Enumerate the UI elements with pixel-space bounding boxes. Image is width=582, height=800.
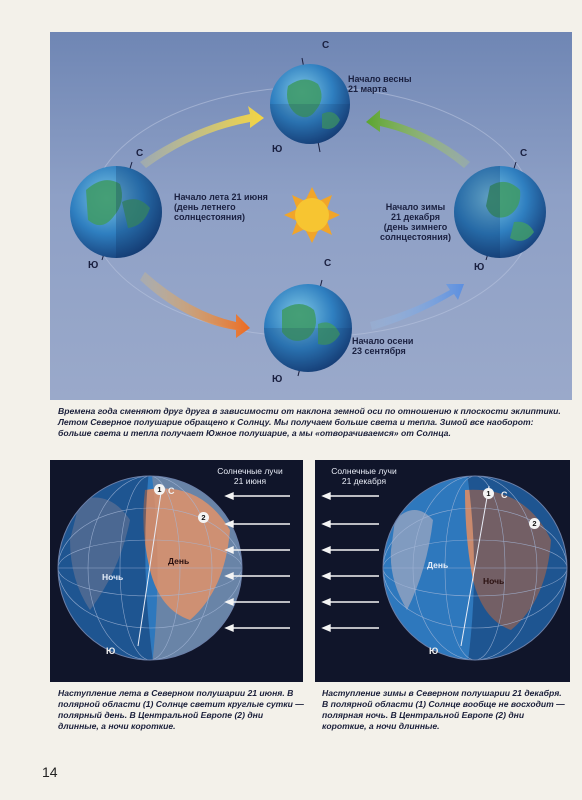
north-pole-label: С xyxy=(322,40,330,51)
rays-label-june: Солнечные лучи 21 июня xyxy=(217,466,283,486)
north-pole-label: С xyxy=(324,258,332,269)
winter-solstice-diagram xyxy=(315,460,570,682)
globe-autumn xyxy=(264,280,352,376)
night-label: Ночь xyxy=(102,572,124,582)
north-pole-label: С xyxy=(501,490,508,500)
north-pole-label: С xyxy=(168,486,175,496)
day-label: День xyxy=(168,556,190,566)
globe-summer xyxy=(70,162,162,260)
winter-solstice-illustration xyxy=(315,460,570,682)
south-pole-label: Ю xyxy=(474,262,485,273)
orbit-arrow-winter-spring xyxy=(366,110,470,168)
globe-spring xyxy=(270,58,350,152)
north-pole-label: С xyxy=(136,148,144,159)
spring-label: Начало весны 21 марта xyxy=(348,74,412,94)
globe-winter xyxy=(454,162,546,260)
south-pole-label: Ю xyxy=(106,646,116,656)
night-label: Ночь xyxy=(483,576,505,586)
top-caption: Времена года сменяют друг друга в зависимости от наклона земной оси по отношению к плоскости эклиптики. Летом Северное полушарие обращено к Солнцу. Мы получаем больше света и тепла. Зимой все наоборот: больше света и тепла получает Южное полушарие, а мы «отворачиваемся» от Солнца. xyxy=(58,406,561,438)
orbit-arrow-autumn-winter xyxy=(370,284,464,330)
summer-label: Начало лета 21 июня (день летнего солнцестояния) xyxy=(174,192,268,222)
orbit-arrow-spring-summer xyxy=(140,106,264,168)
day-label: День xyxy=(427,560,449,570)
orbit-arrow-summer-autumn xyxy=(140,272,250,338)
globe-summer-solstice xyxy=(50,460,303,682)
south-pole-label: Ю xyxy=(272,144,283,155)
south-pole-label: Ю xyxy=(272,374,283,385)
rays-label-december: Солнечные лучи 21 декабря xyxy=(331,466,397,486)
winter-label: Начало зимы 21 декабря (день зимнего солнцестояния) xyxy=(380,202,451,242)
summer-solstice-illustration xyxy=(50,460,303,682)
sun-rays xyxy=(323,493,379,631)
marker-central-europe: 2 xyxy=(198,512,209,523)
summer-solstice-diagram xyxy=(50,460,303,682)
sun-icon xyxy=(284,187,340,243)
south-pole-label: Ю xyxy=(429,646,439,656)
page-number: 14 xyxy=(42,764,58,780)
marker-polar-region: 1 xyxy=(483,488,494,499)
marker-polar-region: 1 xyxy=(154,484,165,495)
seasons-diagram xyxy=(50,32,572,400)
marker-central-europe: 2 xyxy=(529,518,540,529)
globe-winter-solstice xyxy=(315,460,570,682)
north-pole-label: С xyxy=(520,148,528,159)
seasons-illustration xyxy=(50,32,572,400)
winter-caption: Наступление зимы в Северном полушарии 21 декабря. В полярной области (1) Солнце вообще не восходит — полярная ночь. В Центральной Европе (2) дни короткие, а ночи длинные. xyxy=(322,688,565,731)
autumn-label: Начало осени 23 сентября xyxy=(352,336,414,356)
summer-caption: Наступление лета в Северном полушарии 21 июня. В полярной области (1) Солнце светит круглые сутки — полярный день. В Центральной Европе (2) дни длинные, а ночи короткие. xyxy=(58,688,304,731)
south-pole-label: Ю xyxy=(88,260,99,271)
